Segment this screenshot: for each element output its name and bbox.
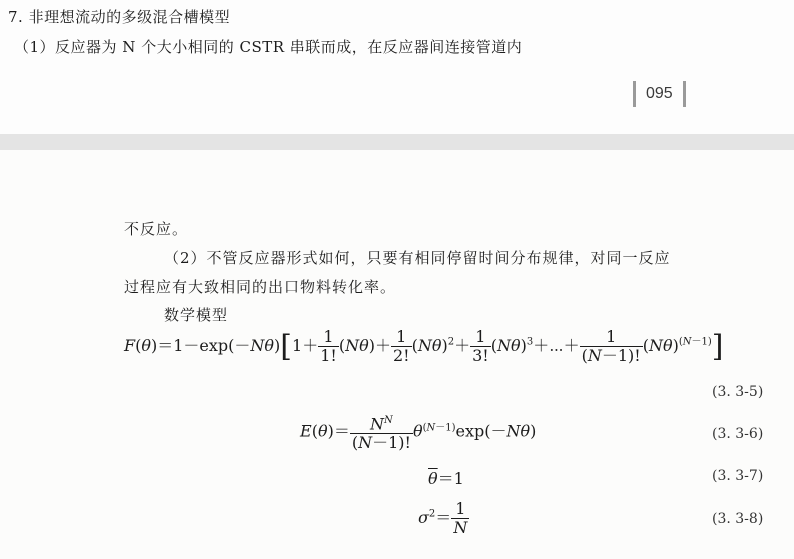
equation-number: (3. 3-7) (712, 468, 764, 484)
section-heading: 7. 非理想流动的多级混合槽模型 (8, 8, 231, 26)
equation-number: (3. 3-5) (712, 384, 764, 400)
paragraph-line: 过程应有大致相同的出口物料转化率。 (124, 278, 397, 296)
page-number: 095 (646, 85, 673, 102)
subheading: 数学模型 (164, 306, 229, 324)
page-number-box (633, 80, 686, 108)
top-page-fragment (0, 0, 794, 134)
equation-E: E(θ)＝ $\frac{N^N}{(N-1)!}$ $\theta^{(N-1)}\exp(-N\theta)$ (300, 414, 537, 453)
paragraph-line: （1）反应器为 N 个大小相同的 CSTR 串联而成，在反应器间连接管道内 (14, 38, 523, 56)
equation-variance: $\sigma^2=$ $\frac{1}{N}$ (418, 499, 468, 537)
paragraph-line: （2）不管反应器形式如何，只要有相同停留时间分布规律，对同一反应 (164, 249, 671, 267)
equation-F: F(θ)＝1－exp(－Nθ)[1＋ $\frac{1}{1!}$ (Nθ)＋ $\frac{1}{2!}$ $(N\theta)^2+$ $\frac{1}{3!}$ $(N\theta)^3+\cdots+$ $\frac{1}{(N-1)!}$ $(N\theta)^{(N-1)}$] (124, 327, 724, 365)
page-number-right-bar (683, 81, 686, 107)
equation-number: (3. 3-8) (712, 511, 764, 527)
equation-mean-theta: $\overline{\theta}=1$ (428, 469, 464, 488)
paragraph-continuation: 不反应。 (124, 220, 189, 238)
equation-number: (3. 3-6) (712, 426, 764, 442)
page-separator (0, 134, 794, 150)
